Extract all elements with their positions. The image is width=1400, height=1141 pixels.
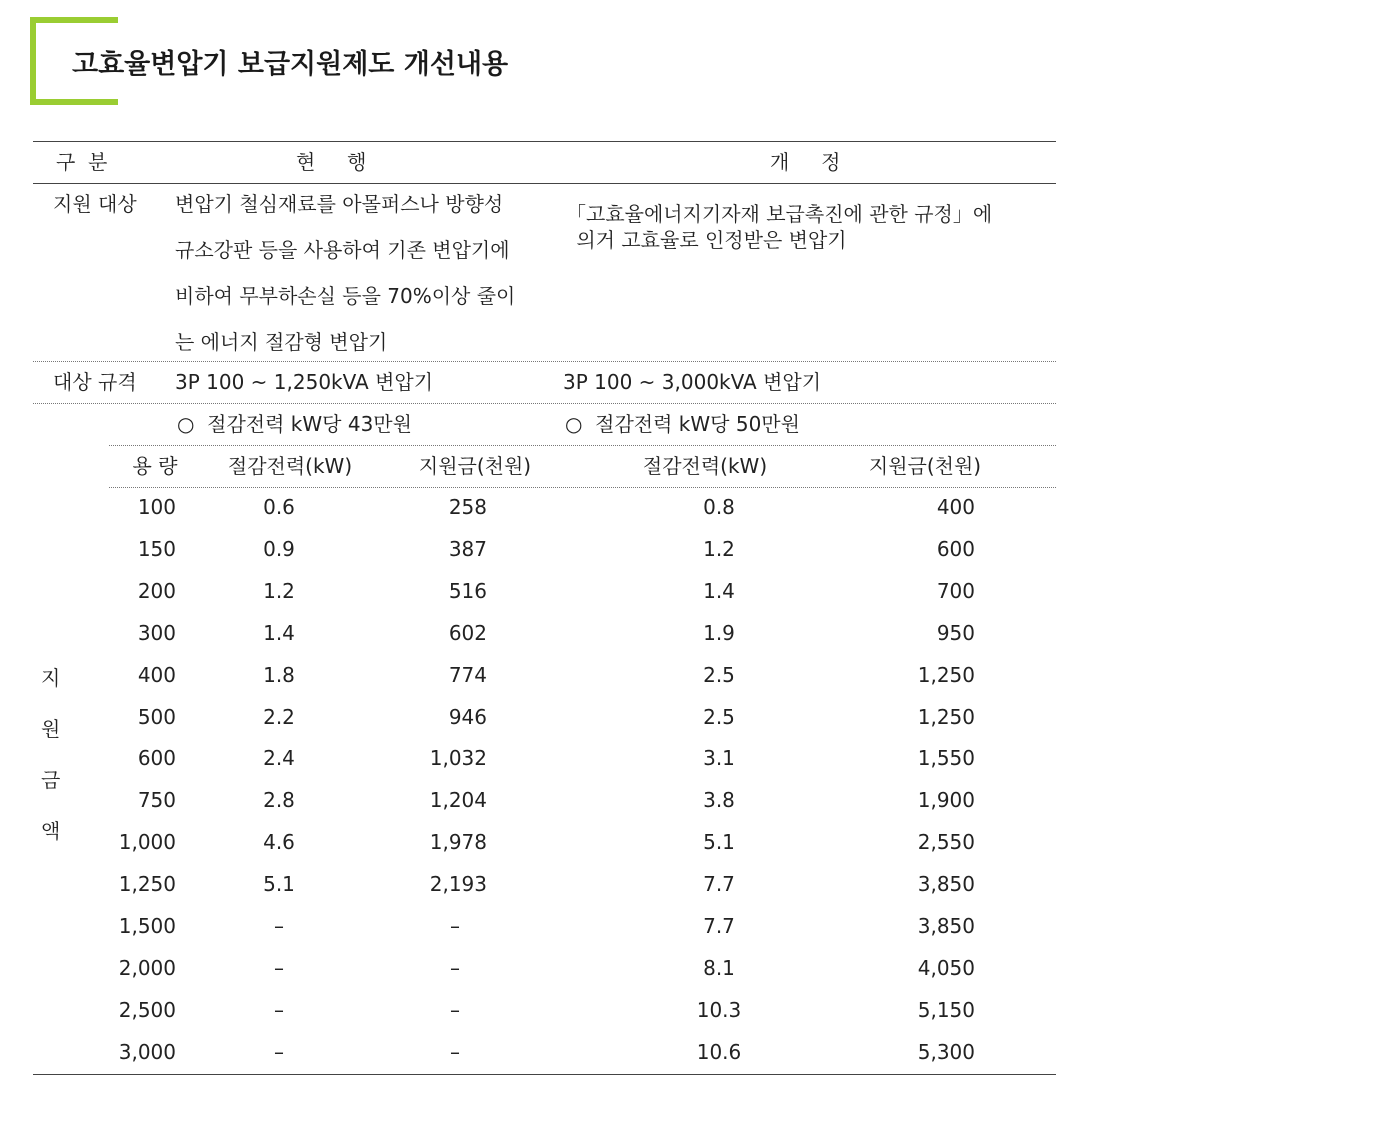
col-revised-saving: 절감전력(kW) — [642, 454, 768, 478]
target-current-line: 규소강판 등을 사용하여 기존 변압기에 — [175, 238, 510, 262]
cell-capacity: 400 — [137, 663, 176, 687]
cell-current-amount: 1,032 — [429, 746, 487, 770]
support-label-char: 금 — [41, 768, 61, 792]
cell-capacity: 500 — [137, 705, 176, 729]
header-current: 현 행 — [296, 150, 367, 174]
cell-revised-saving: 7.7 — [703, 914, 735, 938]
cell-current-saving: 1.2 — [263, 579, 295, 603]
cell-capacity: 2,000 — [118, 956, 176, 980]
cell-revised-saving: 2.5 — [703, 663, 735, 687]
revised-rate: ○ 절감전력 kW당 50만원 — [565, 412, 800, 436]
cell-current-saving: – — [274, 914, 284, 938]
cell-capacity: 750 — [137, 788, 176, 812]
support-label-char: 지 — [41, 666, 61, 690]
current-rate: ○ 절감전력 kW당 43만원 — [177, 412, 412, 436]
cell-current-amount: 2,193 — [429, 872, 487, 896]
cell-capacity: 200 — [137, 579, 176, 603]
spec-revised: 3P 100 ~ 3,000kVA 변압기 — [563, 370, 822, 394]
cell-revised-amount: 4,050 — [917, 956, 975, 980]
header-gubun: 구 분 — [56, 150, 108, 174]
column-header-divider — [109, 487, 1056, 488]
cell-current-saving: 1.8 — [263, 663, 295, 687]
header-bottom-rule — [33, 183, 1056, 184]
cell-capacity: 600 — [137, 746, 176, 770]
spec-divider — [33, 403, 1056, 404]
cell-current-saving: – — [274, 1040, 284, 1064]
cell-current-saving: 2.4 — [263, 746, 295, 770]
spec-label: 대상 규격 — [53, 370, 137, 394]
target-current-line: 는 에너지 절감형 변압기 — [175, 330, 388, 354]
cell-current-amount: 387 — [448, 537, 487, 561]
cell-revised-amount: 3,850 — [917, 914, 975, 938]
cell-revised-saving: 7.7 — [703, 872, 735, 896]
cell-capacity: 100 — [137, 495, 176, 519]
cell-capacity: 1,500 — [118, 914, 176, 938]
cell-revised-amount: 1,550 — [917, 746, 975, 770]
cell-revised-saving: 0.8 — [703, 495, 735, 519]
cell-current-saving: 0.6 — [263, 495, 295, 519]
col-current-saving: 절감전력(kW) — [227, 454, 353, 478]
cell-capacity: 2,500 — [118, 998, 176, 1022]
cell-revised-amount: 700 — [936, 579, 975, 603]
cell-revised-saving: 1.2 — [703, 537, 735, 561]
target-revised-line: 의거 고효율로 인정받은 변압기 — [570, 228, 847, 252]
target-label: 지원 대상 — [53, 192, 137, 216]
cell-current-amount: 946 — [448, 705, 487, 729]
cell-revised-saving: 5.1 — [703, 830, 735, 854]
cell-current-amount: 258 — [448, 495, 487, 519]
cell-revised-saving: 10.6 — [696, 1040, 742, 1064]
cell-revised-saving: 1.4 — [703, 579, 735, 603]
cell-current-saving: 0.9 — [263, 537, 295, 561]
cell-revised-amount: 1,250 — [917, 705, 975, 729]
cell-revised-saving: 3.8 — [703, 788, 735, 812]
table-bottom-rule — [33, 1074, 1056, 1075]
cell-current-saving: 4.6 — [263, 830, 295, 854]
cell-current-saving: – — [274, 998, 284, 1022]
target-divider — [33, 361, 1056, 362]
target-current-line: 비하여 무부하손실 등을 70%이상 줄이 — [175, 284, 516, 308]
cell-capacity: 300 — [137, 621, 176, 645]
col-capacity: 용 량 — [132, 454, 178, 478]
cell-current-amount: – — [450, 914, 460, 938]
cell-current-amount: – — [450, 1040, 460, 1064]
cell-revised-amount: 600 — [936, 537, 975, 561]
support-label-char: 원 — [41, 717, 61, 741]
cell-revised-amount: 400 — [936, 495, 975, 519]
cell-capacity: 1,250 — [118, 872, 176, 896]
cell-current-amount: 516 — [448, 579, 487, 603]
header-revised: 개 정 — [770, 150, 841, 174]
cell-current-amount: – — [450, 956, 460, 980]
col-revised-amount: 지원금(천원) — [868, 454, 982, 478]
cell-current-amount: 1,978 — [429, 830, 487, 854]
cell-current-saving: 1.4 — [263, 621, 295, 645]
spec-current: 3P 100 ~ 1,250kVA 변압기 — [175, 370, 434, 394]
cell-capacity: 150 — [137, 537, 176, 561]
cell-revised-saving: 2.5 — [703, 705, 735, 729]
cell-revised-amount: 2,550 — [917, 830, 975, 854]
cell-capacity: 3,000 — [118, 1040, 176, 1064]
cell-current-saving: – — [274, 956, 284, 980]
cell-capacity: 1,000 — [118, 830, 176, 854]
col-current-amount: 지원금(천원) — [418, 454, 532, 478]
cell-revised-amount: 1,900 — [917, 788, 975, 812]
cell-revised-saving: 10.3 — [696, 998, 742, 1022]
cell-current-saving: 5.1 — [263, 872, 295, 896]
cell-current-amount: 602 — [448, 621, 487, 645]
cell-current-amount: 1,204 — [429, 788, 487, 812]
cell-revised-amount: 950 — [936, 621, 975, 645]
cell-revised-amount: 3,850 — [917, 872, 975, 896]
cell-revised-saving: 3.1 — [703, 746, 735, 770]
cell-revised-amount: 5,300 — [917, 1040, 975, 1064]
target-revised-line: 「고효율에너지기자재 보급촉진에 관한 규정」에 — [566, 202, 993, 226]
table-top-rule — [33, 141, 1056, 142]
rate-divider — [109, 445, 1056, 446]
target-current-line: 변압기 철심재료를 아몰퍼스나 방향성 — [175, 192, 504, 216]
cell-current-saving: 2.8 — [263, 788, 295, 812]
cell-revised-amount: 1,250 — [917, 663, 975, 687]
page-title: 고효율변압기 보급지원제도 개선내용 — [72, 49, 509, 80]
cell-revised-amount: 5,150 — [917, 998, 975, 1022]
cell-current-amount: – — [450, 998, 460, 1022]
cell-current-saving: 2.2 — [263, 705, 295, 729]
cell-revised-saving: 8.1 — [703, 956, 735, 980]
cell-current-amount: 774 — [448, 663, 487, 687]
cell-revised-saving: 1.9 — [703, 621, 735, 645]
support-label-char: 액 — [41, 819, 61, 843]
